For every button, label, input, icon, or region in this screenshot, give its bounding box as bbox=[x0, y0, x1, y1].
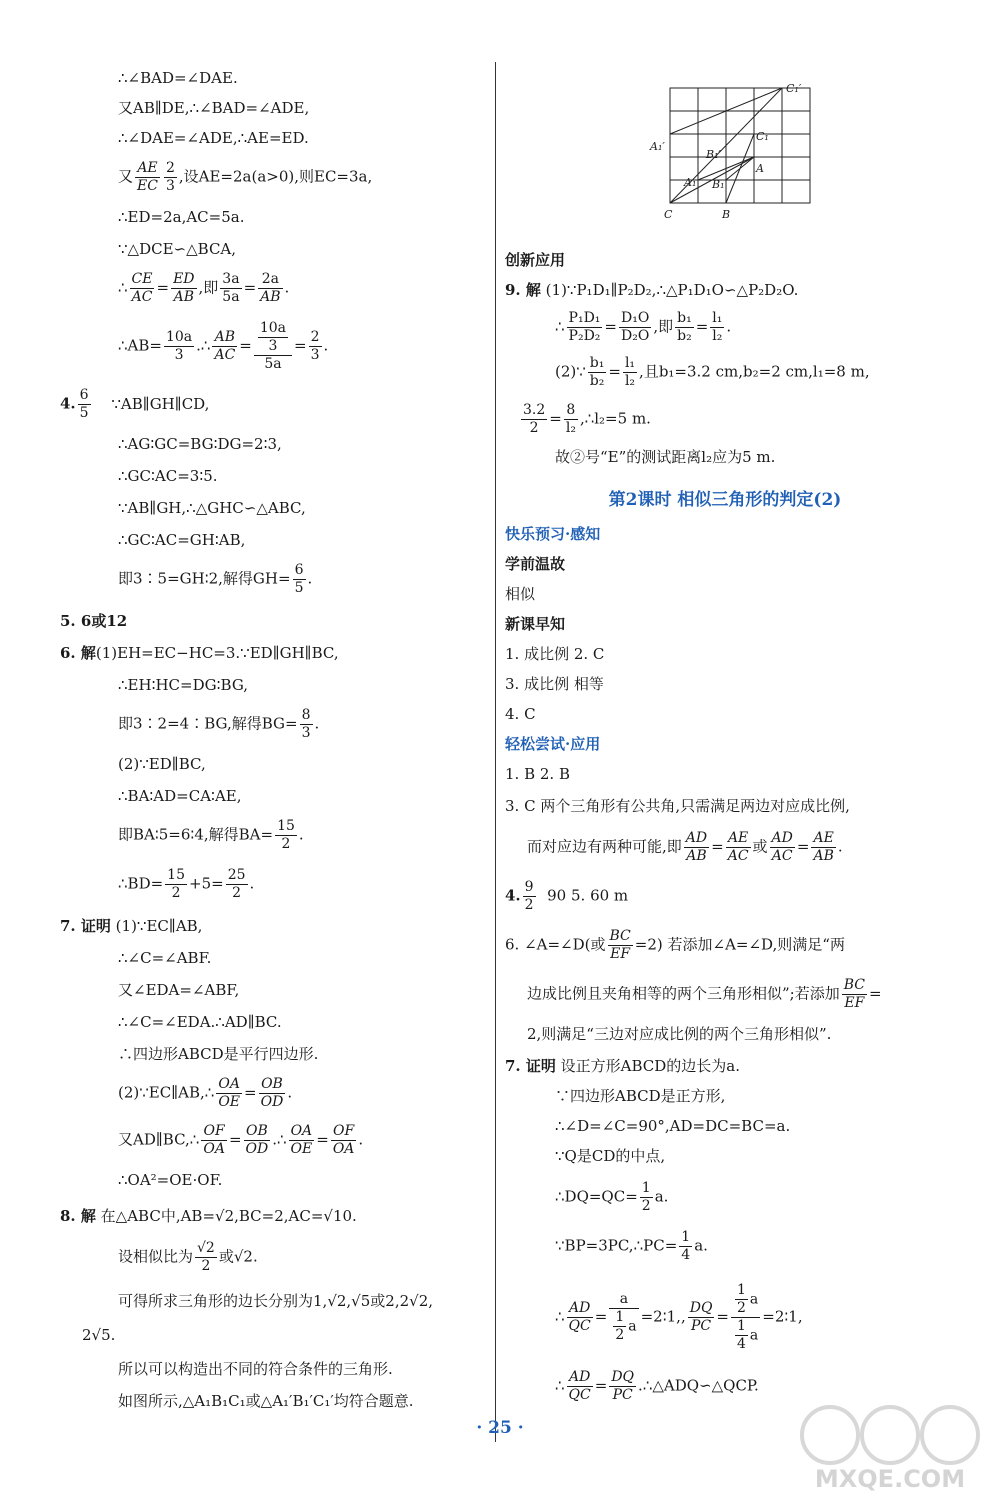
question-7-right: 7. 证明 设正方形ABCD的边长为a. bbox=[505, 1057, 741, 1075]
fraction: $\frac{1}{4}$ bbox=[681, 1229, 691, 1263]
text-line: 所以可以构造出不同的符合条件的三角形. bbox=[118, 1360, 393, 1378]
label-b: B bbox=[722, 208, 731, 221]
question-4: 4. $\frac{6}{5}$ ∵AB∥GH∥CD, bbox=[60, 387, 210, 421]
question-6: 6. 解(1)EH=EC−HC=3.∵ED∥GH∥BC, bbox=[60, 644, 339, 662]
fraction: $\frac{3a}{5a}$ bbox=[222, 271, 240, 305]
watermark-logo bbox=[790, 1395, 990, 1495]
fraction: $\frac{OF}{OA}$ bbox=[203, 1123, 225, 1157]
fraction: $\frac{BC}{EF}$ bbox=[843, 977, 865, 1011]
fraction: $\frac{1}{2}$ a $\frac{1}{4}$ a bbox=[731, 1282, 760, 1353]
fraction: $\frac{AD}{AB}$ bbox=[685, 830, 708, 864]
label-a: A bbox=[756, 162, 764, 175]
fraction: $\frac{2}{3}$ bbox=[165, 160, 175, 194]
label: 又 bbox=[118, 167, 134, 186]
fraction: $\frac{6}{5}$ bbox=[79, 387, 89, 421]
fraction: $\frac{√2}{2}$ bbox=[197, 1240, 215, 1274]
fraction-line: 又 $\frac{AE}{EC}$ $\frac{2}{3}$ ,设AE=2a(a>0),则EC=3a, bbox=[118, 160, 373, 194]
text-line: 2,则满足“三边对应成比例的两个三角形相似”. bbox=[527, 1025, 832, 1043]
fraction: $\frac{8}{\text{l₂}}$ bbox=[565, 402, 576, 436]
fraction: $\frac{1}{2}$ bbox=[641, 1180, 651, 1214]
fraction: $\frac{9}{2}$ bbox=[524, 879, 534, 913]
fraction-line: 边成比例且夹角相等的两个三角形相似”;若添加 $\frac{BC}{EF}$ = bbox=[527, 977, 882, 1011]
text-line: ∴GC∶AC=GH∶AB, bbox=[118, 531, 246, 549]
text-line: ∴ED=2a,AC=5a. bbox=[118, 208, 245, 226]
fraction: $\frac{8}{3}$ bbox=[301, 707, 311, 741]
fraction: $\frac{OA}{OE}$ bbox=[290, 1123, 313, 1157]
fraction-line: ∴BD= $\frac{15}{2}$ +5= $\frac{25}{2}$ . bbox=[118, 867, 255, 901]
fraction: $\frac{DQ}{PC}$ bbox=[689, 1300, 713, 1334]
fraction-line: 而对应边有两种可能,即 $\frac{AD}{AB}$ = $\frac{AE}{AC}$ 或 $\frac{AD}{AC}$ = $\frac{AE}{AB}$ . bbox=[527, 830, 843, 864]
text-line: 又∠EDA=∠ABF, bbox=[118, 981, 240, 999]
fraction: $\frac{2a}{AB}$ bbox=[260, 271, 281, 305]
fraction-line: $\frac{3.2}{2}$ = $\frac{8}{\text{l₂}}$ ,∴l₂=5 m. bbox=[523, 402, 651, 436]
grid-diagram bbox=[640, 78, 840, 228]
heading-innovation: 创新应用 bbox=[505, 251, 566, 269]
text-line: ∴AG∶GC=BG∶DG=2∶3, bbox=[118, 435, 282, 453]
fraction-line: ∴ $\frac{CE}{AC}$ = $\frac{ED}{AB}$ ,即 $\frac{3a}{5a}$ = $\frac{2a}{AB}$ . bbox=[118, 271, 290, 305]
text-line: 3. C 两个三角形有公共角,只需满足两边对应成比例, bbox=[505, 797, 850, 815]
fraction: $\frac{\frac{10a}{3}}{5a}$ bbox=[254, 320, 292, 373]
fraction: $\frac{15}{2}$ bbox=[167, 867, 185, 901]
fraction: $\frac{AB}{AC}$ bbox=[214, 329, 236, 363]
text-line: ∴EH∶HC=DG∶BG, bbox=[118, 676, 249, 694]
section-title: 第2课时 相似三角形的判定(2) bbox=[608, 490, 842, 510]
left-column bbox=[60, 62, 490, 1411]
fraction: $\frac{AD}{QC}$ bbox=[568, 1300, 591, 1334]
text-line: ∵Q是CD的中点, bbox=[555, 1147, 666, 1165]
question-9: 9. 解 (1)∵P₁D₁∥P₂D₂,∴△P₁D₁O∽△P₂D₂O. bbox=[505, 281, 799, 299]
fraction-line: ∴ $\frac{AD}{QC}$ = a $\frac{1}{2}$ a =2∶1,, $\frac{DQ}{PC}$ = $\frac{1}{2}$ a $\frac{1}{4}$ a =2∶1, bbox=[555, 1282, 803, 1352]
question-7: 7. 证明 (1)∵EC∥AB, bbox=[60, 917, 203, 935]
fraction-line: ∴ $\frac{\text{P₁D₁}}{\text{P₂D₂}}$ = $\frac{\text{D₁O}}{\text{D₂O}}$ ,即 $\frac{\text{b₁}}{\text{b₂}}$ = $\frac{\text{l₁}}{\text{l₂}}$ . bbox=[555, 310, 732, 344]
fraction: $\frac{AD}{QC}$ bbox=[568, 1369, 591, 1403]
text-line: ∵△DCE∽△BCA, bbox=[118, 240, 237, 258]
text-line: ∴GC∶AC=3∶5. bbox=[118, 467, 218, 485]
text-line: ∴∠C=∠EDA.∴AD∥BC. bbox=[118, 1013, 282, 1031]
text-line: ∴∠C=∠ABF. bbox=[118, 949, 212, 967]
answer-line: 3. 成比例 相等 bbox=[505, 675, 604, 693]
fraction-line: 又AD∥BC,∴ $\frac{OF}{OA}$ = $\frac{OB}{OD}$ .∴ $\frac{OA}{OE}$ = $\frac{OF}{OA}$ . bbox=[118, 1123, 364, 1157]
fraction-line: (2)∵EC∥AB,∴ $\frac{OA}{OE}$ = $\frac{OB}{OD}$ . bbox=[118, 1076, 293, 1110]
fraction: $\frac{AE}{AB}$ bbox=[813, 830, 834, 864]
fraction: a $\frac{1}{2}$ a bbox=[609, 1291, 638, 1344]
text-line: ∴∠DAE=∠ADE,∴AE=ED. bbox=[118, 129, 309, 147]
fraction-line: ∵BP=3PC,∴PC= $\frac{1}{4}$ a. bbox=[555, 1229, 708, 1263]
fraction-line: 设相似比为 $\frac{√2}{2}$ 或√2. bbox=[118, 1240, 258, 1274]
label-b1-prime: B₁′ bbox=[706, 148, 721, 161]
answer-line: 4. C bbox=[505, 705, 536, 723]
fraction: $\frac{\text{b₁}}{\text{b₂}}$ bbox=[677, 310, 692, 344]
fraction: $\frac{2}{3}$ bbox=[310, 329, 320, 363]
text-line: 故②号“E”的测试距离l₂应为5 m. bbox=[555, 448, 776, 466]
text-line: 如图所示,△A₁B₁C₁或△A₁′B₁′C₁′均符合题意. bbox=[118, 1392, 414, 1410]
fraction: $\frac{OB}{OD}$ bbox=[260, 1076, 284, 1110]
fraction: $\frac{\text{b₁}}{\text{b₂}}$ bbox=[589, 355, 605, 389]
fraction-line: (2)∵ $\frac{\text{b₁}}{\text{b₂}}$ = $\frac{\text{l₁}}{\text{l₂}}$ ,且b₁=3.2 cm,b₂=2 cm,l₁=8 m, bbox=[555, 355, 870, 389]
heading-try: 轻松尝试·应用 bbox=[505, 735, 601, 753]
text-line: ∴∠D=∠C=90°,AD=DC=BC=a. bbox=[555, 1117, 791, 1135]
text-line: 又AB∥DE,∴∠BAD=∠ADE, bbox=[118, 99, 310, 117]
text-line: 2√5. bbox=[82, 1326, 116, 1344]
fraction-line: 即3∶5=GH∶2,解得GH= $\frac{6}{5}$ . bbox=[118, 562, 313, 596]
fraction: $\frac{OF}{OA}$ bbox=[332, 1123, 355, 1157]
fraction-line: 即3∶2=4∶BG,解得BG= $\frac{8}{3}$ . bbox=[118, 707, 320, 741]
question-8: 8. 解 在△ABC中,AB=√2,BC=2,AC=√10. bbox=[60, 1207, 357, 1225]
fraction: $\frac{\text{D₁O}}{\text{D₂O}}$ bbox=[621, 310, 650, 344]
label-c: C bbox=[664, 208, 673, 221]
fraction: $\frac{\text{l₁}}{\text{l₂}}$ bbox=[712, 310, 723, 344]
text-line: 可得所求三角形的边长分别为1,√2,√5或2,2√2, bbox=[118, 1292, 434, 1310]
label-c1-prime: C₁′ bbox=[786, 82, 802, 95]
fraction-line: ∴AB= $\frac{10a}{3}$ .∴ $\frac{AB}{AC}$ = $\frac{\frac{10a}{3}}{5a}$ = $\frac{2}{3}$ . bbox=[118, 320, 329, 372]
column-divider bbox=[495, 62, 496, 1442]
question-5: 5. 6或12 bbox=[60, 612, 128, 630]
label-a1-prime: A₁′ bbox=[650, 140, 665, 153]
fraction: $\frac{\text{l₁}}{\text{l₂}}$ bbox=[624, 355, 636, 389]
fraction: $\frac{ED}{AB}$ bbox=[173, 271, 195, 305]
text-line: ∴BA∶AD=CA∶AE, bbox=[118, 787, 242, 805]
fraction: $\frac{\text{P₁D₁}}{\text{P₂D₂}}$ bbox=[568, 310, 601, 344]
fraction-line: ∴DQ=QC= $\frac{1}{2}$ a. bbox=[555, 1180, 669, 1214]
right-column bbox=[505, 250, 945, 1404]
heading-new-lesson: 新课早知 bbox=[505, 615, 566, 633]
text-line: (2)∵ED∥BC, bbox=[118, 755, 206, 773]
fraction: $\frac{AD}{AC}$ bbox=[771, 830, 793, 864]
fraction: $\frac{BC}{EF}$ bbox=[609, 928, 631, 962]
fraction: $\frac{OB}{OD}$ bbox=[245, 1123, 269, 1157]
watermark-text: MXQE.COM bbox=[814, 1465, 966, 1493]
fraction-line: 即BA∶5=6∶4,解得BA= $\frac{15}{2}$ . bbox=[118, 818, 304, 852]
answer-line: 1. B 2. B bbox=[505, 765, 570, 783]
fraction-line: 4. $\frac{9}{2}$ 90 5. 60 m bbox=[505, 879, 629, 913]
fraction: $\frac{DQ}{PC}$ bbox=[611, 1369, 635, 1403]
text-line: ∵AB∥GH,∴△GHC∽△ABC, bbox=[118, 499, 306, 517]
fraction: $\frac{OA}{OE}$ bbox=[218, 1076, 241, 1110]
fraction: $\frac{3.2}{2}$ bbox=[523, 402, 546, 436]
answer-line: 1. 成比例 2. C bbox=[505, 645, 605, 663]
heading-review: 学前温故 bbox=[505, 555, 566, 573]
label-c1: C₁ bbox=[756, 130, 769, 143]
fraction: $\frac{6}{5}$ bbox=[294, 562, 304, 596]
page-number: · 25 · bbox=[476, 1418, 524, 1438]
text-line: ∴四边形ABCD是平行四边形. bbox=[118, 1045, 319, 1063]
fraction: $\frac{25}{2}$ bbox=[227, 867, 246, 901]
heading-preview: 快乐预习·感知 bbox=[505, 525, 601, 543]
text-line: ∵四边形ABCD是正方形, bbox=[555, 1087, 726, 1105]
fraction: $\frac{CE}{AC}$ bbox=[131, 271, 153, 305]
fraction: $\frac{15}{2}$ bbox=[277, 818, 295, 852]
text-line: ∴∠BAD=∠DAE. bbox=[118, 69, 238, 87]
fraction: $\frac{AE}{EC}$ bbox=[137, 160, 158, 194]
text-line: 相似 bbox=[505, 585, 536, 603]
label-a1: A₁ bbox=[684, 176, 697, 189]
fraction: $\frac{AE}{AC}$ bbox=[727, 830, 749, 864]
fraction-line: 6. ∠A=∠D(或 $\frac{BC}{EF}$ =2) 若添加∠A=∠D,则满足“两 bbox=[505, 928, 845, 962]
label-b1: B₁ bbox=[712, 178, 725, 191]
text-line: ∴OA²=OE·OF. bbox=[118, 1171, 223, 1189]
fraction-line: ∴ $\frac{AD}{QC}$ = $\frac{DQ}{PC}$ .∴△ADQ∽△QCP. bbox=[555, 1369, 759, 1403]
fraction: $\frac{10a}{3}$ bbox=[165, 329, 193, 363]
